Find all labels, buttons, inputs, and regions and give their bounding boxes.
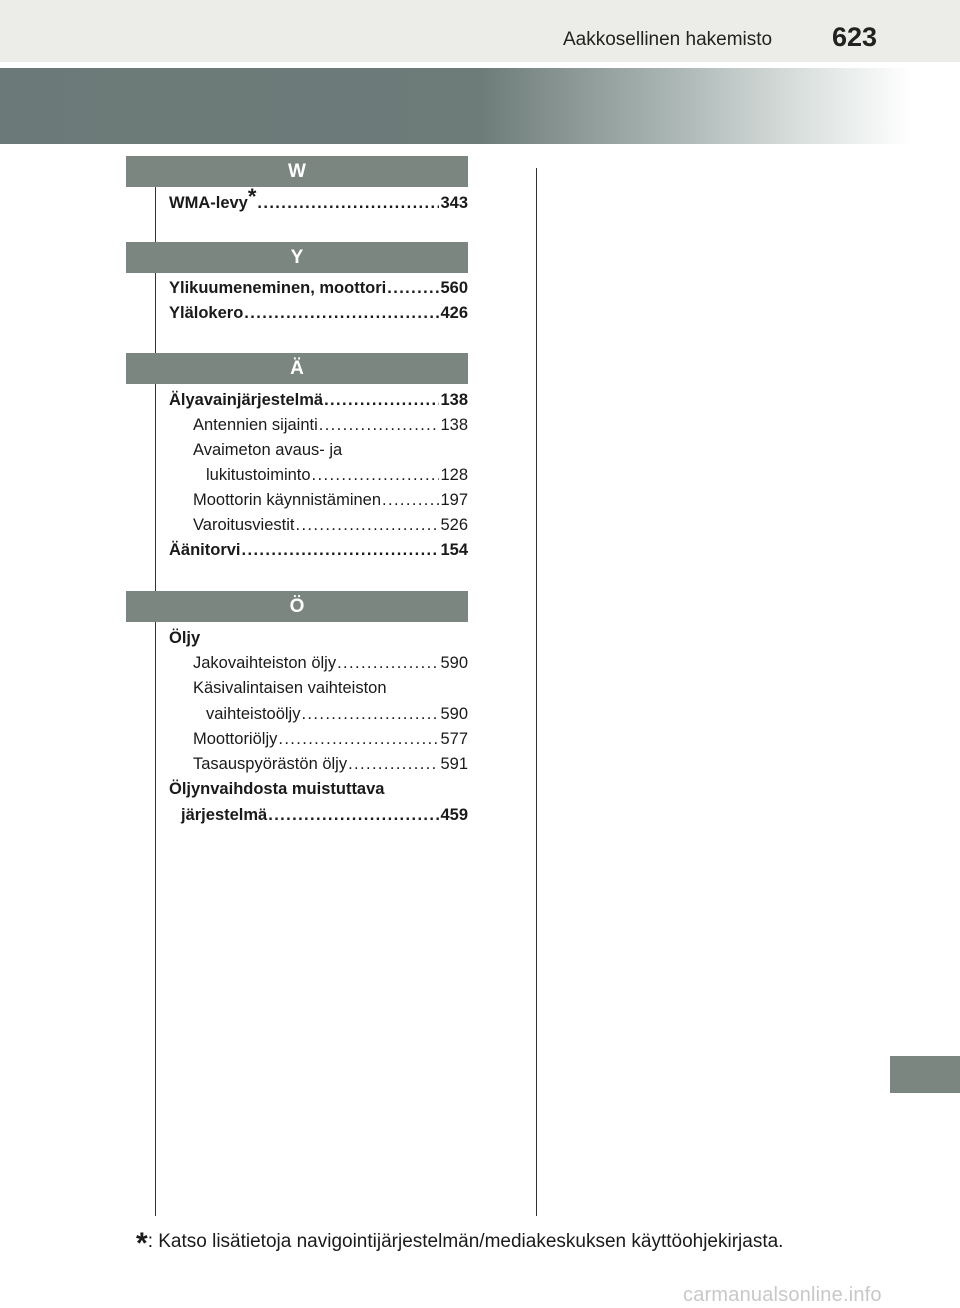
index-entry [169,779,468,799]
entry-page: 591 [440,755,468,773]
index-entry-continued[interactable] [181,805,468,825]
entry-page: 459 [440,806,468,824]
decorative-band [0,68,960,144]
entry-page: 128 [440,466,468,484]
footnote-text: : Katso lisätietoja navigointijärjestelmän/mediakeskuksen käyttöohjekirjasta. [147,1231,784,1252]
index-subentry[interactable] [193,415,468,435]
entry-page: 590 [440,705,468,723]
entry-label: Öljynvaihdosta muistuttava [169,780,385,798]
entry-page: 560 [440,279,468,297]
leader-dots [268,805,439,825]
entry-label: Ylälokero [169,304,244,322]
entry-page: 154 [440,541,468,559]
entry-label: Antennien sijainti [193,416,318,434]
section-title: Aakkosellinen hakemisto [563,29,773,50]
entry-label: Öljy [169,629,201,647]
column-divider-left [155,186,156,1216]
entry-label: Varoitusviestit [193,516,295,534]
index-subentry [193,678,468,698]
entry-label: Älyavainjärjestelmä [169,391,324,409]
entry-page: 526 [440,516,468,534]
page-header [0,0,960,62]
entry-label: WMA-levy* [169,183,257,212]
index-entry [169,628,468,648]
index-subentry [193,440,468,460]
index-entry[interactable] [169,390,468,410]
index-entry[interactable] [169,540,468,560]
leader-dots [257,193,439,213]
entry-label: Jakovaihteiston öljy [193,654,337,672]
index-entry[interactable] [169,303,468,323]
leader-dots [387,278,439,298]
leader-dots [295,515,439,535]
footnote-marker: * [247,183,257,209]
leader-dots [382,490,439,510]
entry-label: Ylikuumeneminen, moottori [169,279,387,297]
index-subentry[interactable] [193,653,468,673]
letter-header-w: W [126,156,468,187]
entry-page: 577 [440,730,468,748]
entry-label: Tasauspyörästön öljy [193,755,348,773]
column-divider-right [536,168,537,1216]
letter-header-y: Y [126,242,468,273]
index-entry[interactable] [169,278,468,298]
leader-dots [348,754,439,774]
entry-page: 138 [440,416,468,434]
footnote-marker: * [136,1227,148,1260]
entry-page: 590 [440,654,468,672]
index-subentry[interactable] [193,729,468,749]
letter-header-a-umlaut: Ä [126,353,468,384]
entry-label: Moottoriöljy [193,730,278,748]
letter-header-o-umlaut: Ö [126,591,468,622]
index-subentry[interactable] [193,515,468,535]
entry-label: Moottorin käynnistäminen [193,491,382,509]
entry-label: Avaimeton avaus- ja [193,441,343,459]
leader-dots [324,390,439,410]
index-subentry-continued[interactable] [206,704,468,724]
leader-dots [301,704,439,724]
chapter-tab[interactable] [890,1056,960,1093]
leader-dots [319,415,440,435]
index-entry[interactable] [169,183,468,213]
index-subentry[interactable] [193,490,468,510]
entry-page: 426 [440,304,468,322]
footnote [136,1221,784,1260]
entry-label: Käsivalintaisen vaihteiston [193,679,387,697]
entry-page: 343 [440,194,468,212]
entry-page: 138 [440,391,468,409]
entry-label: vaihteistoöljy [206,705,301,723]
leader-dots [278,729,439,749]
entry-label: järjestelmä [181,806,268,824]
entry-label: Äänitorvi [169,541,241,559]
leader-dots [242,540,440,560]
leader-dots [337,653,439,673]
entry-label: lukitustoiminto [206,466,311,484]
page-number: 623 [832,22,878,52]
index-subentry[interactable] [193,754,468,774]
entry-page: 197 [440,491,468,509]
leader-dots [244,303,439,323]
watermark: carmanualsonline.info [683,1284,882,1306]
index-subentry-continued[interactable] [206,465,468,485]
leader-dots [312,465,440,485]
